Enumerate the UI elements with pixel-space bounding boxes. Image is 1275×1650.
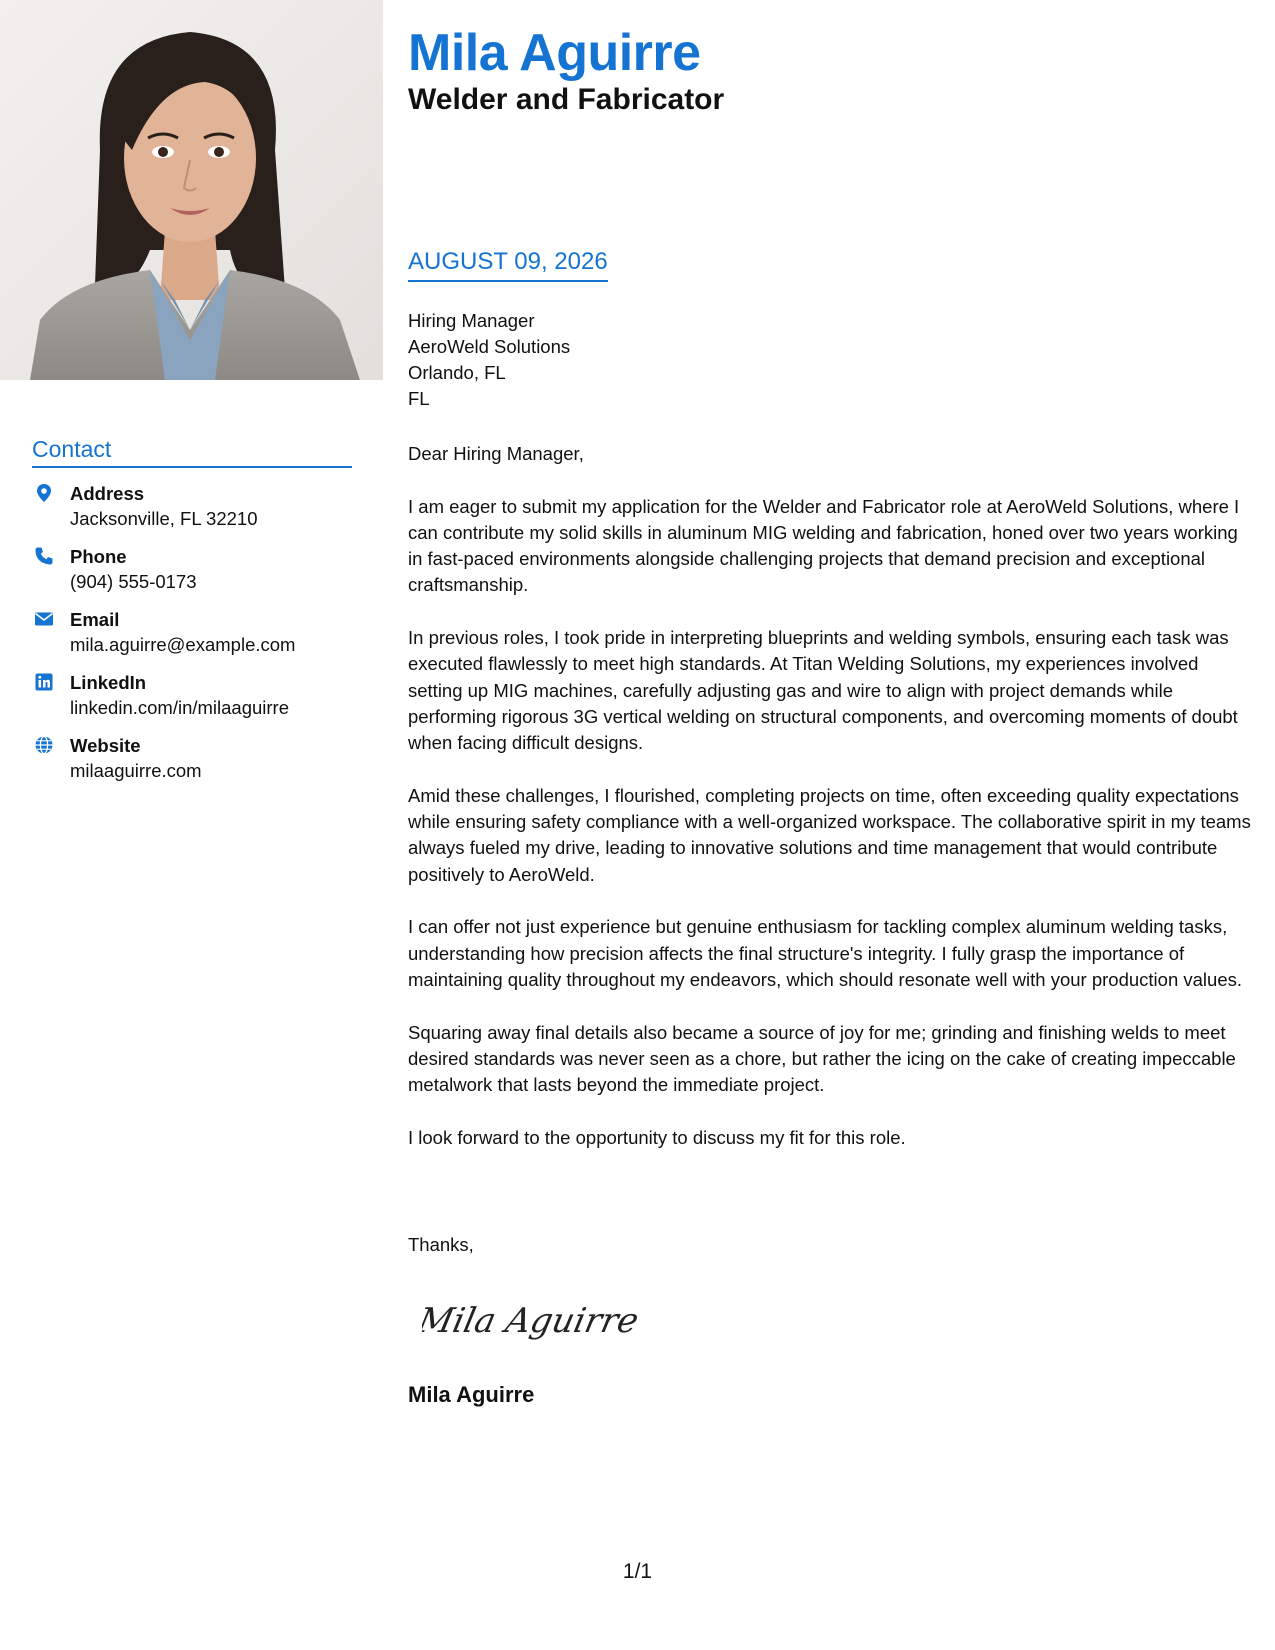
applicant-name: Mila Aguirre <box>408 24 701 82</box>
contact-label: LinkedIn <box>70 672 147 693</box>
email-link[interactable]: mila.aguirre@example.com <box>70 634 296 655</box>
signature-image <box>422 1286 682 1356</box>
body-paragraph: I look forward to the opportunity to discuss my fit for this role. <box>408 1126 906 1148</box>
recipient-line: FL <box>408 388 430 409</box>
profile-photo <box>0 0 383 380</box>
page-number: 1/1 <box>622 1560 653 1583</box>
letter-main <box>408 24 1253 1407</box>
address-value: Jacksonville, FL 32210 <box>70 508 258 529</box>
contact-label: Phone <box>70 546 127 567</box>
contact-label: Email <box>70 609 120 630</box>
recipient-line: Hiring Manager <box>408 310 535 331</box>
website-link[interactable]: milaaguirre.com <box>70 760 202 781</box>
recipient-line: AeroWeld Solutions <box>408 336 571 357</box>
contact-item-email <box>32 608 352 657</box>
body-paragraph: Squaring away final details also became a source of joy for me; grinding and finishing welds to meet desired standards was never seen as a chore, but rather the icing on the cake of creating impeccable metalwork that lasts beyond the immediate project. <box>408 1021 1236 1096</box>
job-title: Welder and Fabricator <box>408 83 725 116</box>
linkedin-icon <box>34 672 54 692</box>
closing: Thanks, <box>408 1234 474 1255</box>
globe-icon <box>34 735 54 755</box>
phone-value: (904) 555-0173 <box>70 571 197 592</box>
contact-label: Address <box>70 483 145 504</box>
phone-icon <box>34 546 54 566</box>
body-paragraph: I am eager to submit my application for the Welder and Fabricator role at AeroWeld Solutions, where I can contribute my solid skills in aluminum MIG welding and fabrication, honed over two years working in fast-paced environments alongside challenging projects that demand precision and exceptional craftsmanship. <box>408 495 1240 596</box>
linkedin-link[interactable]: linkedin.com/in/milaaguirre <box>70 697 290 718</box>
letter-body <box>408 441 1253 1177</box>
recipient-line: Orlando, FL <box>408 362 506 383</box>
contact-label: Website <box>70 735 141 756</box>
signed-name: Mila Aguirre <box>408 1382 535 1407</box>
contact-sidebar <box>32 436 352 797</box>
contact-item-address <box>32 482 352 531</box>
body-paragraph: In previous roles, I took pride in interpreting blueprints and welding symbols, ensuring each task was executed flawlessly to meet high standards. At Titan Welding Solutions, my experiences involved setting up MIG machines, carefully adjusting gas and wire to align with project demands while performing rigorous 3G vertical welding on structural components, and overcoming moments of doubt when facing difficult designs. <box>408 627 1238 754</box>
salutation: Dear Hiring Manager, <box>408 443 584 464</box>
body-paragraph: Amid these challenges, I flourished, completing projects on time, often exceeding quality expectations while ensuring safety compliance with a well-organized workspace. The collaborative spirit in my teams always fueled my drive, leading to innovative solutions and time management that would contribute positively to AeroWeld. <box>408 784 1251 885</box>
body-paragraph: I can offer not just experience but genuine enthusiasm for tackling complex aluminum welding tasks, understanding how precision affects the final structure's integrity. I fully grasp the importance of maintaining quality throughout my endeavors, which should resonate well with your production values. <box>408 916 1242 990</box>
contact-heading: Contact <box>32 436 352 468</box>
contact-item-linkedin <box>32 671 352 720</box>
contact-item-website <box>32 734 352 783</box>
signature-text: Mila Aguirre <box>422 1301 643 1341</box>
recipient-block <box>408 308 570 412</box>
envelope-icon <box>34 609 54 629</box>
letter-date: AUGUST 09, 2026 <box>408 248 608 282</box>
contact-item-phone <box>32 545 352 594</box>
map-pin-icon <box>34 483 54 503</box>
